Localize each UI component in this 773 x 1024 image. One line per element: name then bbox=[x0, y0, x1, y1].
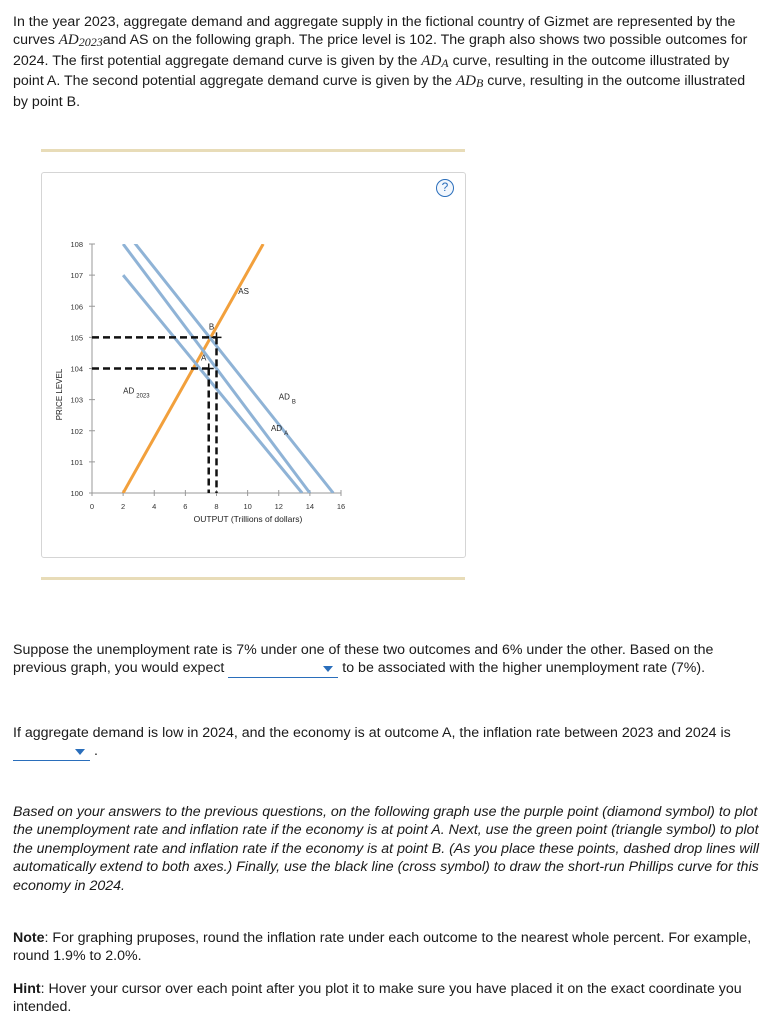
curve-label-ad2023: $AD_{2023}$ bbox=[123, 386, 150, 400]
ada-symbol: $AD_A$ bbox=[421, 52, 449, 70]
x-tick-label: 12 bbox=[274, 502, 283, 511]
note-label: Note bbox=[13, 930, 45, 946]
question-1 bbox=[13, 641, 761, 678]
curve-ada bbox=[123, 275, 302, 493]
q2-text-a: If aggregate demand is low in 2024, and the economy is at outcome A, the inflation rate between 2023 and 2024 is bbox=[13, 725, 731, 741]
adb-symbol: $AD_B$ bbox=[456, 73, 484, 91]
chevron-down-icon bbox=[323, 666, 333, 672]
intro-text-3: curve, resulting in the outcome illustrated by point A. The second potential aggregate demand curve is given by the bbox=[13, 52, 730, 90]
curve-label-ada: $AD_A$ bbox=[270, 423, 289, 437]
x-tick-label: 14 bbox=[305, 502, 315, 511]
y-axis-title: PRICE LEVEL bbox=[55, 368, 64, 421]
help-icon[interactable]: ? bbox=[436, 179, 454, 197]
intro-text-1: In the year 2023, aggregate demand and aggregate supply in the fictional country of Gizmet are represented by the curves bbox=[13, 14, 736, 49]
y-tick-label: 106 bbox=[70, 302, 83, 312]
curve-label-adb: $AD_B$ bbox=[278, 392, 296, 406]
point-label-a: A bbox=[201, 353, 207, 363]
x-tick-label: 0 bbox=[89, 502, 95, 511]
hint bbox=[13, 980, 761, 1017]
y-tick-label: 100 bbox=[70, 489, 83, 498]
x-tick-label: 16 bbox=[336, 502, 346, 511]
q2-text-b: . bbox=[93, 743, 98, 760]
instructions: Based on your answers to the previous questions, on the following graph use the purple point (diamond symbol) to plot the unemployment rate and inflation rate if the economy is at point A. Next, use the green point (triangle symbol) to plot the unemployment rate and inflation rate if the economy is at point B. (As you place these points, dashed drop lines will automatically extend to both axes.) Finally, use the black line (cross symbol) to draw the short-run Phillips curve for this economy in 2024. bbox=[13, 804, 760, 894]
x-axis-title: OUTPUT (Trillions of dollars) bbox=[193, 514, 303, 524]
y-tick-label: 102 bbox=[70, 426, 83, 436]
q1-dropdown[interactable] bbox=[228, 661, 338, 678]
y-tick-label: 104 bbox=[70, 364, 83, 374]
intro-text-4: curve, resulting in the outcome illustrated by point B. bbox=[13, 73, 746, 110]
curve-adb bbox=[123, 228, 333, 493]
q1-text-a: Suppose the unemployment rate is 7% under one of these two outcomes and 6% under the other. Based on the previous graph, you would expect bbox=[13, 642, 714, 677]
x-tick-label: 8 bbox=[214, 502, 219, 511]
y-tick-label: 105 bbox=[70, 333, 83, 343]
y-tick-label: 108 bbox=[70, 240, 83, 249]
note-text: : For graphing pruposes, round the inflation rate under each outcome to the nearest whole percent. For example, round 1.9% to 2.0%. bbox=[13, 930, 752, 965]
intro-paragraph bbox=[13, 13, 761, 111]
hint-text: : Hover your cursor over each point after you plot it to make sure you have placed it on the exact coordinate you intended. bbox=[13, 981, 742, 1016]
x-tick-label: 6 bbox=[183, 502, 188, 511]
ad2023-symbol: $AD_{2023}$ bbox=[58, 32, 103, 50]
x-tick-label: 2 bbox=[121, 502, 126, 511]
x-tick-label: 10 bbox=[243, 502, 252, 511]
y-tick-label: 101 bbox=[70, 457, 83, 467]
ad-as-graph-panel bbox=[41, 172, 466, 558]
note bbox=[13, 929, 761, 966]
x-tick-label: 4 bbox=[152, 502, 157, 511]
ad-as-chart bbox=[42, 173, 465, 557]
divider-top bbox=[41, 149, 465, 152]
y-tick-label: 107 bbox=[70, 271, 83, 281]
q1-text-b: to be associated with the higher unemployment rate (7%). bbox=[342, 660, 706, 677]
intro-text-2: and AS on the following graph. The price level is 102. The graph also shows two possible outcomes for 2024. The first potential aggregate demand curve is given by the bbox=[13, 32, 748, 69]
point-label-b: B bbox=[208, 322, 215, 332]
q2-dropdown[interactable] bbox=[13, 744, 90, 761]
hint-label: Hint bbox=[13, 981, 41, 997]
question-2 bbox=[13, 724, 761, 761]
y-tick-label: 103 bbox=[70, 395, 83, 405]
curve-label-as: AS bbox=[238, 286, 249, 296]
divider-bottom bbox=[41, 577, 465, 580]
chevron-down-icon bbox=[75, 749, 85, 755]
